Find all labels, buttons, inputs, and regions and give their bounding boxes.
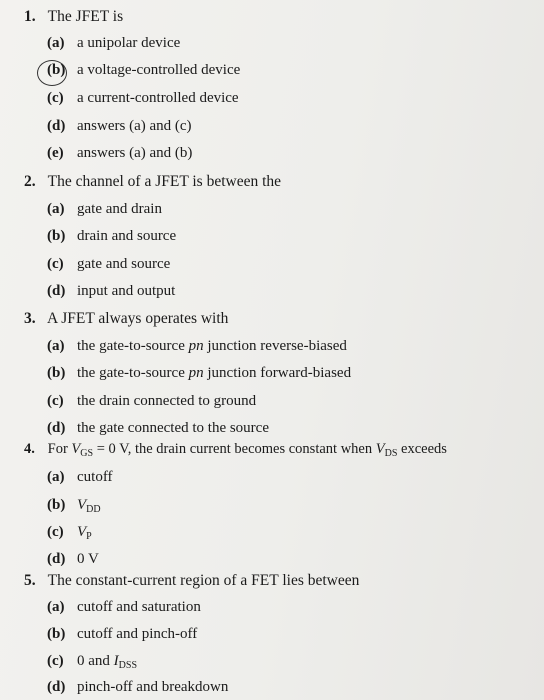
option-5b [47, 626, 197, 643]
option-text: junction forward-biased [207, 365, 352, 381]
option-2b [47, 228, 176, 245]
subscript: DSS [118, 660, 138, 671]
question-stem: The JFET is [47, 8, 124, 25]
option-1b [47, 62, 240, 79]
option-text: junction reverse-biased [207, 338, 347, 354]
option-1e [47, 145, 192, 162]
option-text: a voltage-controlled device [77, 62, 241, 78]
option-4b [47, 497, 101, 515]
option-text: cutoff and pinch-off [77, 626, 198, 642]
option-text: answers (a) and (c) [77, 118, 192, 134]
option-text: drain and source [77, 228, 177, 244]
option-letter: (c) [47, 524, 64, 540]
variable: I [113, 653, 119, 669]
option-text: a unipolar device [77, 35, 181, 51]
option-text: gate and drain [77, 201, 162, 217]
option-text: input and output [77, 283, 176, 299]
option-text: the gate-to-source [77, 338, 185, 354]
question-number: 1. [24, 8, 36, 25]
option-letter: (a) [47, 201, 65, 217]
option-2d [47, 283, 175, 300]
variable: V [71, 441, 81, 457]
variable: V [375, 441, 385, 457]
option-letter: (d) [47, 283, 66, 299]
question-number: 2. [24, 173, 36, 190]
question-stem: The channel of a JFET is between the [47, 173, 282, 190]
option-1a [47, 35, 180, 52]
option-2a [47, 201, 162, 218]
option-3b [47, 365, 351, 382]
question-stem: exceeds [401, 441, 447, 457]
question-number: 5. [24, 572, 36, 589]
question-number: 4. [24, 441, 35, 457]
option-3a [47, 338, 347, 355]
option-text: the gate-to-source [77, 365, 185, 381]
option-1d [47, 118, 192, 135]
option-letter: (b) [47, 62, 66, 78]
option-letter: (c) [47, 256, 64, 272]
option-letter: (d) [47, 420, 66, 436]
option-4d [47, 551, 99, 568]
option-5d [47, 679, 228, 696]
option-2c [47, 256, 170, 273]
question-3 [24, 310, 228, 328]
option-letter: (b) [47, 497, 66, 513]
option-italic-term: pn [188, 365, 204, 381]
question-2 [24, 173, 281, 191]
option-text: 0 V [77, 551, 99, 567]
option-italic-term: pn [188, 338, 204, 354]
option-text: the gate connected to the source [77, 420, 269, 436]
option-letter: (b) [47, 365, 66, 381]
option-text: 0 and [77, 653, 110, 669]
option-letter: (c) [47, 90, 64, 106]
question-5 [24, 572, 359, 590]
option-letter: (a) [47, 599, 65, 615]
subscript: DD [86, 504, 101, 515]
question-stem: The constant-current region of a FET lies between [47, 572, 360, 589]
option-4a [47, 469, 113, 486]
option-text: cutoff [77, 469, 113, 485]
option-letter: (d) [47, 551, 66, 567]
option-letter: (d) [47, 118, 66, 134]
question-4 [24, 441, 447, 459]
option-5c [47, 653, 137, 671]
variable: V [77, 524, 87, 540]
option-3c [47, 393, 256, 410]
option-letter: (e) [47, 145, 64, 161]
subscript: DS [384, 448, 398, 459]
option-4c [47, 524, 92, 542]
option-letter: (a) [47, 35, 65, 51]
option-text: pinch-off and breakdown [77, 679, 229, 695]
subscript: GS [80, 448, 94, 459]
option-3d [47, 420, 269, 437]
subscript: P [86, 531, 92, 542]
question-1 [24, 8, 123, 26]
option-letter: (b) [47, 626, 66, 642]
variable: V [77, 497, 87, 513]
option-letter: (d) [47, 679, 66, 695]
question-stem: = 0 V, the drain current becomes constant when [96, 441, 373, 457]
option-text: gate and source [77, 256, 171, 272]
option-text: a current-controlled device [77, 90, 239, 106]
question-number: 3. [24, 310, 36, 327]
option-text: cutoff and saturation [77, 599, 201, 615]
option-text: answers (a) and (b) [77, 145, 193, 161]
option-text: the drain connected to ground [77, 393, 257, 409]
question-stem: For [47, 441, 68, 457]
option-5a [47, 599, 201, 616]
option-letter: (a) [47, 338, 65, 354]
option-letter: (c) [47, 393, 64, 409]
option-letter: (b) [47, 228, 66, 244]
option-1c [47, 90, 239, 107]
question-stem: A JFET always operates with [47, 310, 229, 327]
option-letter: (c) [47, 653, 64, 669]
option-letter: (a) [47, 469, 65, 485]
